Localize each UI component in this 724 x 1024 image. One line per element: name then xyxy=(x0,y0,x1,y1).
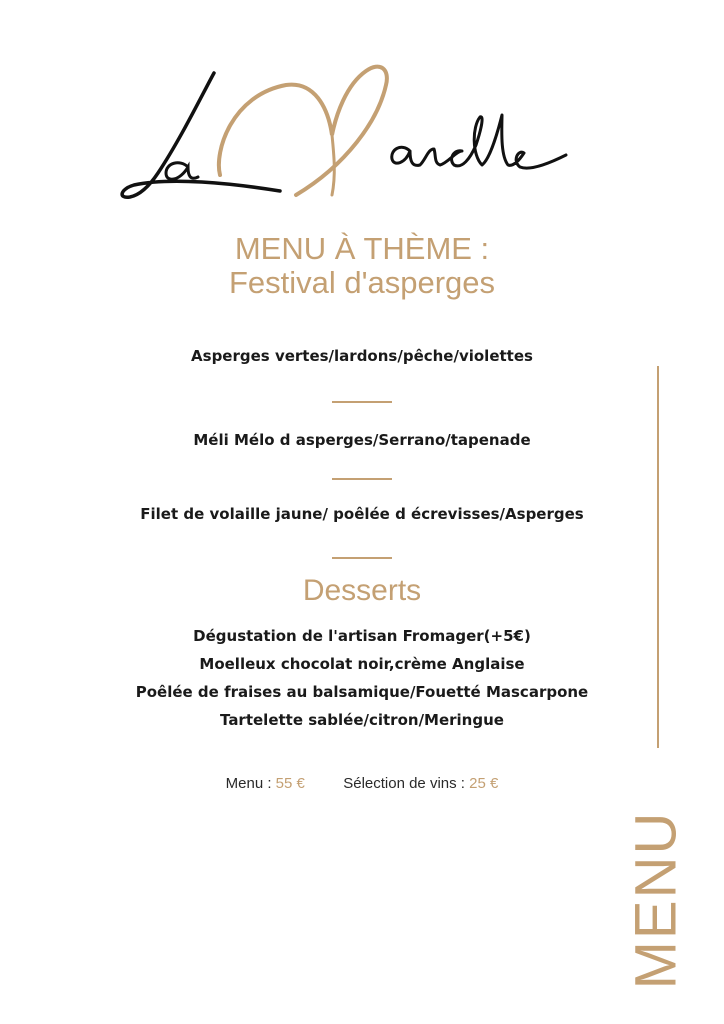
wine-price-value: 25 € xyxy=(469,775,499,792)
dessert-item: Dégustation de l'artisan Fromager(+5€) xyxy=(193,627,531,645)
dish-item: Filet de volaille jaune/ poêlée d écrevisses/Asperges xyxy=(140,505,584,523)
separator-line xyxy=(332,478,392,480)
dish-item: Méli Mélo d asperges/Serrano/tapenade xyxy=(193,431,531,449)
price-line xyxy=(0,775,724,792)
vertical-divider xyxy=(657,366,659,748)
logo-script-graphic xyxy=(110,55,590,225)
theme-title: MENU À THÈME : xyxy=(234,231,490,266)
wine-price-label: Sélection de vins : xyxy=(343,775,465,792)
dish-item: Asperges vertes/lardons/pêche/violettes xyxy=(191,347,533,365)
dessert-item: Moelleux chocolat noir,crème Anglaise xyxy=(199,655,525,673)
separator-line xyxy=(332,401,392,403)
menu-price-value: 55 € xyxy=(275,775,305,792)
dessert-item: Poêlée de fraises au balsamique/Fouetté Mascarpone xyxy=(135,683,589,701)
menu-price-label: Menu : xyxy=(225,775,272,792)
side-menu-label: MENU xyxy=(623,810,689,990)
desserts-heading: Desserts xyxy=(302,574,422,607)
separator-line xyxy=(332,557,392,559)
theme-subtitle: Festival d'asperges xyxy=(228,265,496,300)
restaurant-logo xyxy=(110,55,590,225)
dessert-list xyxy=(0,624,724,736)
dessert-item: Tartelette sablée/citron/Meringue xyxy=(220,711,504,729)
